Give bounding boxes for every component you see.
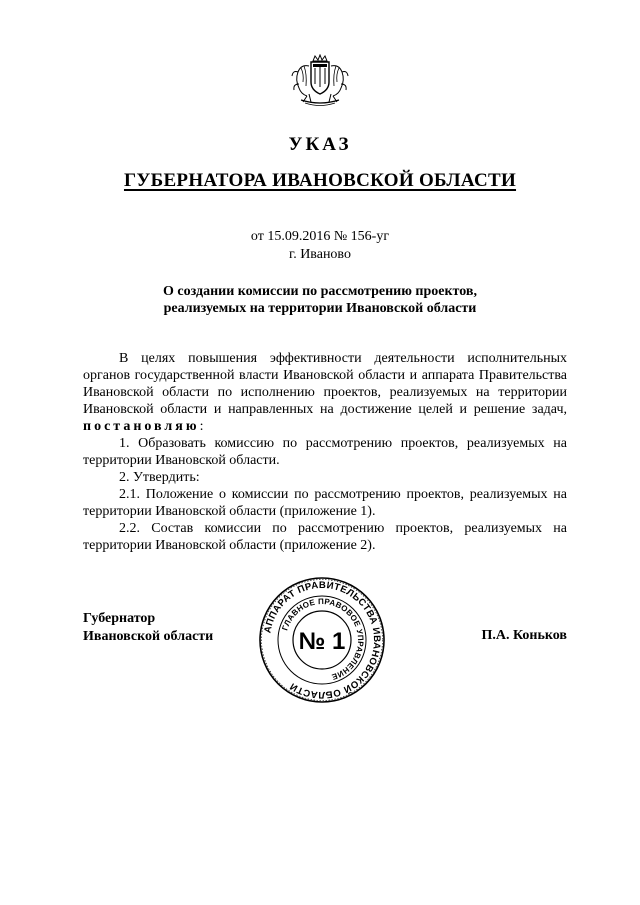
issuer-text: ГУБЕРНАТОРА ИВАНОВСКОЙ ОБЛАСТИ [123, 170, 517, 191]
preamble-text: В целях повышения эффективности деятельности исполнительных органов государственной власти Ивановской области и аппарата Правительства Ивановской области по исполнению проектов, реализуемых на территории Ивановской области и направленных на достижение целей и решение задач, [83, 351, 567, 417]
item-2-2: 2.2. Состав комиссии по рассмотрению проектов, реализуемых на территории Ивановской области (приложение 2). [83, 521, 567, 553]
preamble-paragraph [83, 350, 567, 435]
item-2: 2. Утвердить: [119, 470, 200, 485]
document-body [83, 350, 567, 554]
item-1: 1. Образовать комиссию по рассмотрению проектов, реализуемых на территории Ивановской области. [83, 436, 567, 468]
seal-number: № 1 [298, 628, 346, 655]
official-seal-stamp [258, 576, 386, 704]
document-date-number: от 15.09.2016 № 156-уг [250, 229, 390, 244]
decree-word: постановляю [83, 419, 200, 434]
signature-position-line-1: Губернатор [83, 611, 156, 626]
title-line-2: реализуемых на территории Ивановской области [163, 301, 477, 316]
preamble-colon: : [199, 419, 204, 434]
seal-inner-text: ГЛАВНОЕ ПРАВОВОЕ УПРАВЛЕНИЕ [280, 596, 366, 682]
signature-position-line-2: Ивановской области [83, 629, 214, 644]
title-line-1: О создании комиссии по рассмотрению проектов, [163, 284, 477, 299]
document-type: УКАЗ [288, 134, 352, 155]
item-2-1: 2.1. Положение о комиссии по рассмотрению проектов, реализуемых на территории Ивановской области (приложение 1). [83, 487, 567, 519]
seal-ring-text: АППАРАТ ПРАВИТЕЛЬСТВА ИВАНОВСКОЙ ОБЛАСТИ [262, 579, 383, 701]
coat-of-arms-emblem [289, 54, 351, 106]
document-city: г. Иваново [289, 247, 351, 262]
signature-name: П.А. Коньков [481, 628, 567, 643]
document-issuer [0, 170, 640, 192]
document-title [120, 283, 520, 317]
signature-position [83, 610, 213, 646]
